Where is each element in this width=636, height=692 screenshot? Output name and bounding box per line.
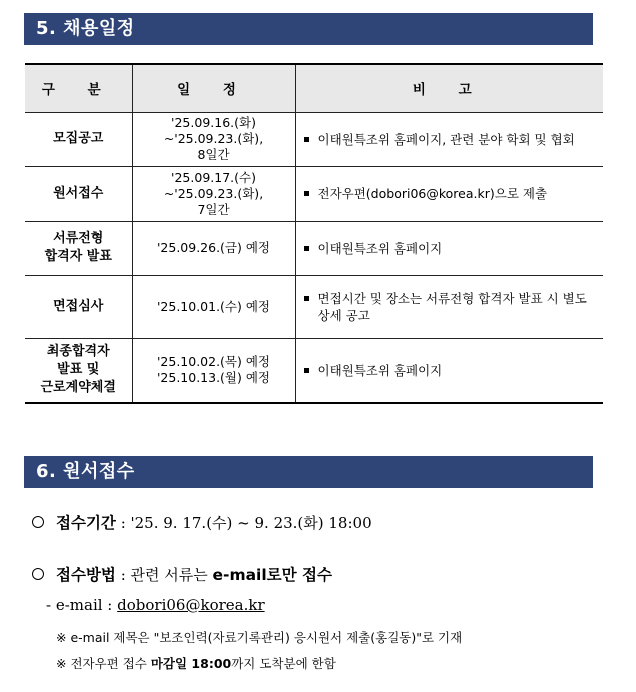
date-line: ~'25.09.23.(화), xyxy=(163,185,264,201)
email-link[interactable]: dobori06@korea.kr xyxy=(117,596,265,614)
application-period xyxy=(32,511,372,533)
date-line: 8일간 xyxy=(197,147,230,162)
section-5-header: 5. 채용일정 xyxy=(24,13,593,45)
row-note xyxy=(295,221,603,275)
row-category xyxy=(25,166,132,221)
category-line: 최종합격자 xyxy=(46,344,110,360)
bullet-square-icon xyxy=(304,246,309,251)
method-label: 접수방법 xyxy=(56,566,116,584)
application-method xyxy=(32,563,332,585)
bullet-square-icon xyxy=(304,137,309,142)
row-category xyxy=(25,221,132,275)
table-row xyxy=(25,221,603,275)
category-line: 원서접수 xyxy=(53,185,104,201)
method-prefix: : 관련 서류는 xyxy=(120,566,213,584)
header-notes: 비 고 xyxy=(295,64,603,112)
row-dates xyxy=(132,166,295,221)
note-text: 면접시간 및 장소는 서류전형 합격자 발표 시 별도 상세 공고 xyxy=(317,290,587,323)
date-line: 7일간 xyxy=(197,201,230,217)
schedule-header-row xyxy=(25,64,603,112)
note-deadline-bold: 마감일 18:00 xyxy=(150,656,232,671)
note-text: 이태원특조위 홈페이지, 관련 분야 학회 및 협회 xyxy=(317,131,575,147)
category-line: 발표 및 xyxy=(57,362,100,378)
period-value: : '25. 9. 17.(수) ~ 9. 23.(화) 18:00 xyxy=(120,514,372,532)
date-line: '25.09.26.(금) 예정 xyxy=(156,240,271,255)
method-emphasis: e-mail로만 접수 xyxy=(212,566,332,584)
row-category xyxy=(25,338,132,403)
table-row xyxy=(25,112,603,166)
row-note xyxy=(295,275,603,338)
note-deadline xyxy=(56,654,336,672)
date-line: '25.10.13.(월) 예정 xyxy=(156,370,271,386)
date-line: '25.09.16.(화) xyxy=(171,115,256,130)
schedule-table xyxy=(25,63,603,404)
row-dates xyxy=(132,112,295,166)
period-label: 접수기간 xyxy=(56,514,116,532)
date-line: '25.10.01.(수) 예정 xyxy=(156,298,271,314)
note-email-subject: ※ e-mail 제목은 "보조인력(자료기록관리) 응시원서 제출(홍길동)"로 기재 xyxy=(56,630,463,645)
email-line xyxy=(46,596,265,614)
note-text: 전자우편(dobori06@korea.kr)으로 제출 xyxy=(317,186,548,201)
note-deadline-suffix: 까지 도착분에 한함 xyxy=(231,656,336,671)
row-category xyxy=(25,112,132,166)
circle-bullet-icon xyxy=(32,568,44,580)
category-line: 근로계약체결 xyxy=(40,380,116,396)
note-text: 이태원특조위 홈페이지 xyxy=(317,240,443,256)
table-row xyxy=(25,166,603,221)
header-category: 구 분 xyxy=(25,64,132,112)
category-line: 면접심사 xyxy=(53,298,104,314)
date-line: '25.10.02.(목) 예정 xyxy=(156,354,271,370)
row-dates xyxy=(132,221,295,275)
section-6-header: 6. 원서접수 xyxy=(24,456,593,488)
table-row xyxy=(25,338,603,403)
row-note xyxy=(295,112,603,166)
category-line: 합격자 발표 xyxy=(44,249,112,264)
row-note xyxy=(295,166,603,221)
category-line: 서류전형 xyxy=(53,231,104,246)
date-line: ~'25.09.23.(화), xyxy=(163,131,264,146)
row-dates xyxy=(132,338,295,403)
bullet-square-icon xyxy=(304,296,309,301)
email-label: - e-mail : xyxy=(46,596,113,614)
category-line: 모집공고 xyxy=(53,131,104,146)
date-line: '25.09.17.(수) xyxy=(171,169,256,185)
circle-bullet-icon xyxy=(32,516,44,528)
table-row xyxy=(25,275,603,338)
note-deadline-prefix: ※ 전자우편 접수 xyxy=(56,656,151,671)
row-category xyxy=(25,275,132,338)
note-text: 이태원특조위 홈페이지 xyxy=(317,362,443,378)
row-dates xyxy=(132,275,295,338)
bullet-square-icon xyxy=(304,368,309,373)
row-note xyxy=(295,338,603,403)
bullet-square-icon xyxy=(304,191,309,196)
header-dates: 일 정 xyxy=(132,64,295,112)
